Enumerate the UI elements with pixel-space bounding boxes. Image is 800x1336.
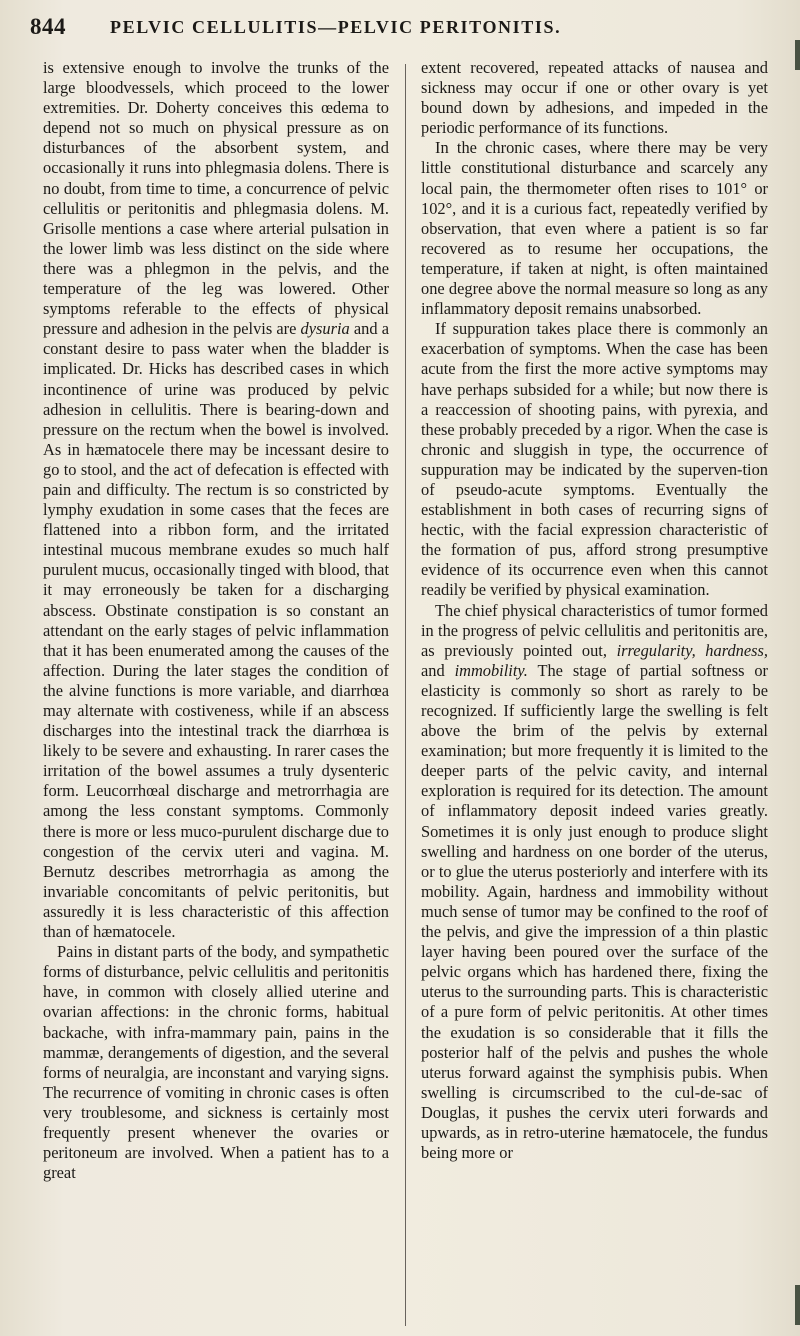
page-edge-mark [795, 40, 800, 70]
paragraph [43, 58, 389, 942]
page-header [30, 14, 770, 48]
paragraph-text: The chief physical characteristics of tumor formed in the progress of pelvic cellulitis and peritonitis are, as previously pointed out, [421, 600, 768, 660]
page-edge-mark [795, 1285, 800, 1325]
paragraph: If suppuration takes place there is commonly an exacerbation of symptoms. When the case has been acute from the first the more active symptoms may have perhaps subsided for a while; but now there is a reaccession of shooting pains, with pyrexia, and these probably preceded by a rigor. When the case is chronic and sluggish in type, the occurrence of suppuration may be indicated by the superven-tion of pseudo-acute symptoms. Eventually the establishment in both cases of recurring signs of hectic, with the facial expression characteristic of the formation of pus, afford strong presumptive evidence of its occurrence even when this cannot readily be verified by physical examination. [421, 319, 768, 600]
emphasis-text: immobility. [454, 660, 528, 680]
left-column [43, 58, 389, 1183]
paragraph-text: is extensive enough to involve the trunks of the large bloodvessels, which proceed to the lower extremities. Dr. Doherty conceives this œdema to depend not so much on physical pressure as on disturbances of the absorbent system, and occasionally it runs into phlegmasia dolens. There is no doubt, from time to time, a concurrence of pelvic cellulitis or peritonitis and phlegmasia dolens. M. Grisolle mentions a case where arterial pulsation in the lower limb was less distinct on the side where there was a phlegmon in the pelvis, and the temperature of the leg was lowered. Other symptoms referable to the effects of physical pressure and adhesion in the pelvis are [43, 58, 389, 339]
paragraph [421, 601, 768, 1164]
page-number: 844 [30, 14, 66, 39]
paragraph-text: and a constant desire to pass water when the bladder is implicated. Dr. Hicks has described cases in which incontinence of urine was produced by pelvic adhesion in cellulitis. There is bearing-down and pressure on the rectum when the bowel is involved. As in hæmatocele there may be incessant desire to go to stool, and the act of defecation is effected with pain and difficulty. The rectum is so constricted by lymphy exudation in some cases that the feces are flattened into a ribbon form, and the irritated intestinal mucous membrane exudes so much half purulent mucus, occasionally tinged with blood, that it may erroneously be taken for a discharging abscess. Obstinate constipation is so constant an attendant on the early stages of pelvic inflammation that it has been enumerated among the causes of the affection. During the later stages the condition of the alvine functions is more variable, and diarrhœa may alternate with costiveness, while if an abscess discharges into the intestinal track the diarrhœa is likely to be severe and exhausting. In rarer cases the irritation of the bowel assumes a truly dysenteric form. Leucorrhœal discharge and metrorrhagia are among the less constant symptoms. Commonly there is more or less muco-purulent discharge due to congestion of the cervix uteri and vagina. M. Bernutz describes metrorrhagia as among the invariable concomitants of pelvic peritonitis, but assuredly it is less characteristic of this affection than of hæmatocele. [43, 319, 389, 942]
column-divider [405, 64, 406, 1326]
right-column [421, 58, 768, 1163]
paragraph-text: The stage of partial softness or elasticity is commonly so short as rarely to be recognized. If sufficiently large the swelling is felt above the brim of the pelvis by external examination; but more frequently it is limited to the deeper parts of the pelvic cavity, and internal exploration is required for its detection. The amount of inflammatory deposit indeed varies greatly. Sometimes it is only just enough to produce slight swelling and hardness on one border of the uterus, or to glue the uterus posteriorly and interfere with its mobility. Again, hardness and immobility without much sense of tumor may be confined to the roof of the pelvis, and give the impression of a thin plastic layer having been poured over the surface of the pelvic organs which has hardened there, fixing the uterus to the surrounding parts. This is characteristic of a pure form of pelvic peritonitis. At other times the exudation is so considerable that it fills the posterior half of the pelvis and pushes the whole uterus forward against the symphisis pubis. When swelling is circumscribed to the cul-de-sac of Douglas, it pushes the cervix uteri forwards and upwards, as in retro-uterine hæmatocele, the fundus being more or [421, 660, 768, 1163]
paragraph: In the chronic cases, where there may be very little constitutional disturbance and scarcely any local pain, the thermometer often rises to 101° or 102°, and it is a curious fact, repeatedly verified by observation, that even where a patient is so far recovered as to resume her occupations, the temperature, if taken at night, is often maintained one degree above the normal measure so long as any inflammatory deposit remains unabsorbed. [421, 138, 768, 319]
paragraph: extent recovered, repeated attacks of nausea and sickness may occur if one or other ovary is yet bound down by adhesions, and impeded in the periodic performance of its functions. [421, 58, 768, 138]
paragraph: Pains in distant parts of the body, and sympathetic forms of disturbance, pelvic cellulitis and peritonitis have, in common with closely allied uterine and ovarian affections: in the chronic forms, habitual backache, with infra-mammary pain, pains in the mammæ, derangements of digestion, and the several forms of neuralgia, are inconstant and varying signs. The recurrence of vomiting in chronic cases is often very troublesome, and sickness is certainly most frequently present whenever the ovaries or peritoneum are involved. When a patient has to a great [43, 942, 389, 1183]
running-head: PELVIC CELLULITIS—PELVIC PERITONITIS. [110, 17, 562, 37]
emphasis-text: irregularity, hardness, [616, 640, 768, 660]
emphasis-text: dysuria [300, 319, 350, 339]
paragraph-text: and [421, 660, 445, 680]
